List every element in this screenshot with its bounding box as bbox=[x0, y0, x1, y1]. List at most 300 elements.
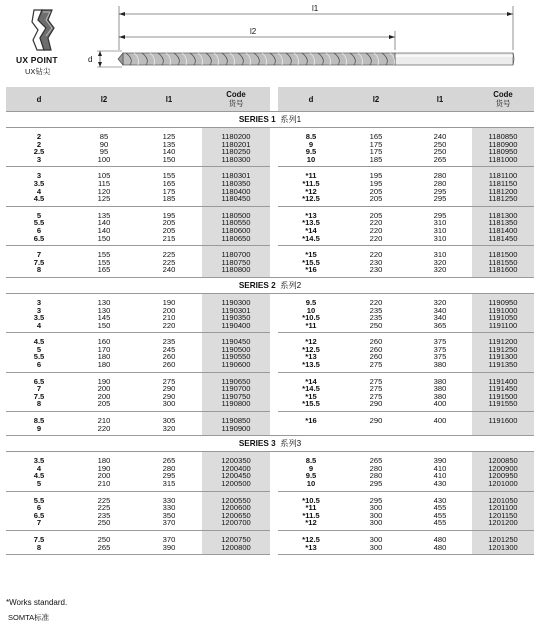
cell-l1: 265 bbox=[162, 456, 176, 466]
cell-l1: 240 bbox=[162, 265, 176, 275]
cell-l2: 105 bbox=[97, 171, 111, 181]
cell-code: 1181600 bbox=[472, 266, 534, 274]
cell-code: 1180650 bbox=[202, 235, 270, 243]
cell-code: 1200350 bbox=[202, 457, 270, 465]
table-row bbox=[6, 156, 534, 164]
cell-d: 9.5 bbox=[305, 297, 317, 307]
cell-l1: 295 bbox=[162, 471, 176, 481]
cell-l2: 190 bbox=[97, 376, 111, 386]
cell-code: 1190400 bbox=[202, 322, 270, 330]
cell-l2: 175 bbox=[369, 139, 383, 149]
cell-code: 1180250 bbox=[202, 148, 270, 156]
cell-l2: 120 bbox=[97, 186, 111, 196]
cell-l2: 130 bbox=[97, 305, 111, 315]
cell-l2: 165 bbox=[97, 265, 111, 275]
cell-d: 7.5 bbox=[33, 534, 45, 544]
cell-d: 4 bbox=[36, 186, 42, 196]
cell-d: 10 bbox=[306, 305, 316, 315]
cell-d: *16 bbox=[305, 416, 317, 426]
cell-d: 5.5 bbox=[33, 495, 45, 505]
cell-l2: 230 bbox=[369, 265, 383, 275]
cell-d: 3.5 bbox=[33, 456, 45, 466]
table-row bbox=[6, 512, 534, 520]
cell-code: 1200650 bbox=[202, 512, 270, 520]
cell-l1: 340 bbox=[433, 305, 447, 315]
cell-l1: 215 bbox=[162, 233, 176, 243]
cell-l1: 195 bbox=[162, 210, 176, 220]
cell-l1: 205 bbox=[162, 225, 176, 235]
cell-d: 6.5 bbox=[33, 510, 45, 520]
series-title bbox=[6, 112, 534, 128]
cell-l1: 375 bbox=[433, 337, 447, 347]
cell-code: 1181550 bbox=[472, 259, 534, 267]
cell-d: 6.5 bbox=[33, 376, 45, 386]
cell-code: 1190650 bbox=[202, 378, 270, 386]
cell-l2: 300 bbox=[369, 503, 383, 513]
cell-code: 1200450 bbox=[202, 472, 270, 480]
cell-code: 1180450 bbox=[202, 195, 270, 203]
table-row bbox=[6, 472, 534, 480]
cell-code: 1191350 bbox=[472, 361, 534, 369]
table-row bbox=[6, 259, 534, 267]
cell-l2: 200 bbox=[97, 391, 111, 401]
table-row bbox=[6, 385, 534, 393]
series-label: SERIES 1 bbox=[238, 114, 276, 124]
cell-code: 1200600 bbox=[202, 504, 270, 512]
cell-l1: 250 bbox=[433, 139, 447, 149]
cell-d: *14.5 bbox=[302, 233, 320, 243]
cell-l1: 280 bbox=[433, 171, 447, 181]
cell-d: *13 bbox=[305, 210, 317, 220]
cell-l1: 240 bbox=[433, 132, 447, 141]
cell-l1: 150 bbox=[162, 154, 176, 164]
cell-l1: 220 bbox=[162, 320, 176, 330]
cell-l2: 210 bbox=[97, 479, 111, 488]
col-header-l1: l1 bbox=[136, 87, 202, 112]
cell-l1: 380 bbox=[433, 376, 447, 386]
cell-d: 2 bbox=[36, 139, 42, 149]
series-label-cn: 系列1 bbox=[280, 114, 302, 124]
cell-l1: 275 bbox=[162, 376, 176, 386]
cell-code: 1190301 bbox=[202, 307, 270, 315]
cell-l2: 220 bbox=[97, 423, 111, 433]
cell-d: 8.5 bbox=[305, 456, 317, 466]
cell-l2: 130 bbox=[97, 297, 111, 307]
cell-code: 1191100 bbox=[472, 322, 534, 330]
cell-l2: 265 bbox=[369, 456, 383, 466]
cell-d: *12.5 bbox=[302, 194, 320, 204]
cell-code: 1181200 bbox=[472, 188, 534, 196]
table-row bbox=[6, 480, 534, 488]
cell-l2: 185 bbox=[369, 154, 383, 164]
cell-l1: 235 bbox=[162, 337, 176, 347]
table-row bbox=[6, 519, 534, 527]
cell-l1: 155 bbox=[162, 171, 176, 181]
cell-l1: 410 bbox=[433, 471, 447, 481]
cell-code: 1191550 bbox=[472, 400, 534, 408]
table-row bbox=[6, 544, 534, 552]
table-body bbox=[6, 87, 534, 555]
table-row bbox=[6, 465, 534, 473]
cell-l2: 160 bbox=[97, 337, 111, 347]
cell-l1: 290 bbox=[162, 391, 176, 401]
cell-l2: 140 bbox=[97, 218, 111, 228]
cell-d: *14 bbox=[305, 376, 317, 386]
cell-l2: 300 bbox=[369, 542, 383, 552]
cell-code: 1181000 bbox=[472, 156, 534, 164]
cell-d: 4.5 bbox=[33, 337, 45, 347]
cell-l2: 275 bbox=[369, 360, 383, 370]
cell-l2: 155 bbox=[97, 250, 111, 260]
cell-d: 10 bbox=[306, 154, 316, 164]
cell-d: 9 bbox=[308, 463, 314, 473]
cell-l1: 430 bbox=[433, 495, 447, 505]
cell-l2: 195 bbox=[369, 171, 383, 181]
cell-code: 1200850 bbox=[472, 457, 534, 465]
cell-code: 1191200 bbox=[472, 338, 534, 346]
cell-code: 1181350 bbox=[472, 219, 534, 227]
cell-code: 1181300 bbox=[472, 212, 534, 220]
cell-code: 1190900 bbox=[202, 425, 270, 433]
cell-l1: 430 bbox=[433, 479, 447, 488]
cell-d: 5.5 bbox=[33, 352, 45, 362]
cell-code: 1201300 bbox=[472, 544, 534, 552]
cell-l2: 150 bbox=[97, 233, 111, 243]
cell-l2: 95 bbox=[99, 147, 109, 157]
cell-d: *16 bbox=[305, 265, 317, 275]
cell-code bbox=[472, 425, 534, 433]
cell-l1: 315 bbox=[162, 479, 176, 488]
cell-l2: 210 bbox=[97, 416, 111, 426]
cell-d: *15.5 bbox=[302, 399, 320, 409]
series-label: SERIES 3 bbox=[238, 438, 276, 448]
logo-title: UX POINT bbox=[16, 55, 58, 65]
header-area bbox=[0, 0, 540, 90]
cell-l2: 205 bbox=[369, 186, 383, 196]
cell-l1: 175 bbox=[162, 186, 176, 196]
footnote: *Works standard. bbox=[6, 598, 68, 607]
cell-l1: 480 bbox=[433, 542, 447, 552]
cell-code: 1200900 bbox=[472, 465, 534, 473]
cell-l1: 375 bbox=[433, 344, 447, 354]
cell-l1: 135 bbox=[162, 139, 176, 149]
series-title bbox=[6, 436, 534, 452]
cell-d: 2.5 bbox=[33, 147, 45, 157]
table-row bbox=[6, 227, 534, 235]
cell-l1: 400 bbox=[433, 416, 447, 426]
drill-drawing bbox=[0, 0, 540, 90]
cell-l2: 275 bbox=[369, 384, 383, 394]
cell-code: 1200950 bbox=[472, 472, 534, 480]
cell-l2: 200 bbox=[97, 471, 111, 481]
cell-l2: 225 bbox=[97, 503, 111, 513]
cell-l1: 455 bbox=[433, 503, 447, 513]
cell-d: *13.5 bbox=[302, 360, 320, 370]
cell-d: 8.5 bbox=[305, 132, 317, 141]
cell-code: 1190750 bbox=[202, 393, 270, 401]
cell-d: *15 bbox=[305, 391, 317, 401]
cell-l1: 225 bbox=[162, 250, 176, 260]
cell-l2: 180 bbox=[97, 352, 111, 362]
cell-d bbox=[278, 425, 344, 433]
cell-l2: 300 bbox=[369, 534, 383, 544]
cell-d: 7 bbox=[36, 250, 42, 260]
cell-d: *13.5 bbox=[302, 218, 320, 228]
col-header-l2-right: l2 bbox=[344, 87, 408, 112]
col-header-l1-right: l1 bbox=[408, 87, 472, 112]
cell-code: 1190550 bbox=[202, 353, 270, 361]
table-row bbox=[6, 497, 534, 505]
cell-code: 1190950 bbox=[472, 299, 534, 307]
cell-code: 1201150 bbox=[472, 512, 534, 520]
cell-l1: 320 bbox=[433, 257, 447, 267]
cell-l2: 90 bbox=[99, 139, 109, 149]
cell-d: 3.5 bbox=[33, 313, 45, 323]
cell-code: 1200500 bbox=[202, 480, 270, 488]
cell-d: *15.5 bbox=[302, 257, 320, 267]
cell-l1: 400 bbox=[433, 399, 447, 409]
cell-l2: 295 bbox=[369, 479, 383, 488]
cell-code: 1190700 bbox=[202, 385, 270, 393]
cell-l1: 310 bbox=[433, 218, 447, 228]
cell-d: *14 bbox=[305, 225, 317, 235]
cell-l1: 210 bbox=[162, 313, 176, 323]
cell-code: 1200750 bbox=[202, 536, 270, 544]
cell-d: 3.5 bbox=[33, 178, 45, 188]
series-title bbox=[6, 277, 534, 293]
cell-d: *14.5 bbox=[302, 384, 320, 394]
cell-l1: 305 bbox=[162, 416, 176, 426]
cell-l2: 290 bbox=[369, 416, 383, 426]
table-row bbox=[6, 188, 534, 196]
cell-d: 7.5 bbox=[33, 391, 45, 401]
table-row bbox=[6, 235, 534, 243]
cell-code: 1191300 bbox=[472, 353, 534, 361]
cell-code: 1200550 bbox=[202, 497, 270, 505]
cell-code: 1191450 bbox=[472, 385, 534, 393]
cell-l1: 380 bbox=[433, 360, 447, 370]
cell-l1: 375 bbox=[433, 352, 447, 362]
cell-code: 1190850 bbox=[202, 417, 270, 425]
cell-d: 8 bbox=[36, 542, 42, 552]
cell-code: 1180400 bbox=[202, 188, 270, 196]
cell-l2: 190 bbox=[97, 463, 111, 473]
table-row bbox=[6, 346, 534, 354]
cell-l1: 410 bbox=[433, 463, 447, 473]
cell-code: 1181450 bbox=[472, 235, 534, 243]
cell-code: 1180900 bbox=[472, 141, 534, 149]
cell-d: *12.5 bbox=[302, 344, 320, 354]
cell-l1: 320 bbox=[433, 297, 447, 307]
cell-l2: 200 bbox=[97, 384, 111, 394]
cell-l1: 165 bbox=[162, 178, 176, 188]
table-row bbox=[6, 133, 534, 141]
cell-d: 2 bbox=[36, 132, 42, 141]
cell-l2: 290 bbox=[369, 399, 383, 409]
cell-d: 3 bbox=[36, 154, 42, 164]
cell-d: 5 bbox=[36, 210, 42, 220]
cell-d: *11.5 bbox=[302, 178, 320, 188]
col-header-d-right: d bbox=[278, 87, 344, 112]
cell-code: 1201250 bbox=[472, 536, 534, 544]
cell-l1: 295 bbox=[433, 194, 447, 204]
code-header-sub: 货号 bbox=[228, 99, 244, 108]
cell-l2: 165 bbox=[369, 132, 383, 141]
cell-d: *13 bbox=[305, 352, 317, 362]
cell-l2: 205 bbox=[97, 399, 111, 409]
cell-d: *10.5 bbox=[302, 495, 320, 505]
cell-l2: 235 bbox=[369, 313, 383, 323]
cell-d: 6 bbox=[36, 225, 42, 235]
cell-d: 8 bbox=[36, 265, 42, 275]
cell-code: 1190600 bbox=[202, 361, 270, 369]
table-row bbox=[6, 180, 534, 188]
cell-code: 1201000 bbox=[472, 480, 534, 488]
cell-d: *10.5 bbox=[302, 313, 320, 323]
cell-l1: 260 bbox=[162, 360, 176, 370]
logo-subtitle: UX钻尖 bbox=[25, 67, 51, 76]
cell-l2: 85 bbox=[99, 132, 109, 141]
cell-l2: 250 bbox=[369, 320, 383, 330]
cell-l2: 230 bbox=[369, 257, 383, 267]
cell-d: *11 bbox=[305, 171, 317, 181]
series-header-row bbox=[6, 277, 534, 293]
cell-l2: 260 bbox=[369, 337, 383, 347]
series-label-cn: 系列2 bbox=[280, 280, 302, 290]
table-row bbox=[6, 251, 534, 259]
table-row bbox=[6, 504, 534, 512]
cell-d: 3 bbox=[36, 297, 42, 307]
cell-l2: 260 bbox=[369, 344, 383, 354]
cell-l1: 380 bbox=[433, 391, 447, 401]
cell-l2: 260 bbox=[369, 352, 383, 362]
cell-code: 1200800 bbox=[202, 544, 270, 552]
cell-code: 1200400 bbox=[202, 465, 270, 473]
col-header-code bbox=[202, 87, 270, 112]
cell-l2: 150 bbox=[97, 320, 111, 330]
cell-l1: 320 bbox=[433, 265, 447, 275]
d-label: d bbox=[88, 55, 93, 64]
cell-l1: 310 bbox=[433, 225, 447, 235]
cell-l1: 300 bbox=[162, 399, 176, 409]
series-header-row bbox=[6, 436, 534, 452]
cell-code: 1180500 bbox=[202, 212, 270, 220]
cell-code: 1181500 bbox=[472, 251, 534, 259]
cell-l1: 290 bbox=[162, 384, 176, 394]
cell-d: 9 bbox=[308, 139, 314, 149]
cell-code: 1180301 bbox=[202, 172, 270, 180]
cell-code: 1200700 bbox=[202, 519, 270, 527]
table-row bbox=[6, 393, 534, 401]
cell-l1: 205 bbox=[162, 218, 176, 228]
cell-code: 1190300 bbox=[202, 299, 270, 307]
cell-d: 3 bbox=[36, 305, 42, 315]
table-row bbox=[6, 314, 534, 322]
cell-l2: 280 bbox=[369, 463, 383, 473]
cell-l2: 195 bbox=[369, 178, 383, 188]
cell-code: 1180550 bbox=[202, 219, 270, 227]
table-row bbox=[6, 425, 534, 433]
cell-d: 7.5 bbox=[33, 257, 45, 267]
cell-code: 1190800 bbox=[202, 400, 270, 408]
cell-l2: 140 bbox=[97, 225, 111, 235]
cell-l1: 390 bbox=[162, 542, 176, 552]
cell-d: *11.5 bbox=[302, 510, 320, 520]
cell-d: 8 bbox=[36, 399, 42, 409]
cell-d: 8.5 bbox=[33, 416, 45, 426]
cell-l1: 455 bbox=[433, 510, 447, 520]
cell-d: 5 bbox=[36, 479, 42, 488]
cell-l1: 340 bbox=[433, 313, 447, 323]
cell-code: 1181100 bbox=[472, 172, 534, 180]
cell-d: *13 bbox=[305, 542, 317, 552]
cell-l1: 380 bbox=[433, 384, 447, 394]
cell-d: 7 bbox=[36, 518, 42, 528]
cell-code: 1180350 bbox=[202, 180, 270, 188]
table-row bbox=[6, 353, 534, 361]
cell-d: *12 bbox=[305, 186, 317, 196]
table-row bbox=[6, 219, 534, 227]
cell-l1: 200 bbox=[162, 305, 176, 315]
cell-code: 1180700 bbox=[202, 251, 270, 259]
cell-l1: 225 bbox=[162, 257, 176, 267]
cell-l1: 185 bbox=[162, 194, 176, 204]
series-label-cn: 系列3 bbox=[280, 438, 302, 448]
cell-l2: 235 bbox=[97, 510, 111, 520]
table-row bbox=[6, 266, 534, 274]
table-row bbox=[6, 338, 534, 346]
cell-l2: 115 bbox=[97, 178, 111, 188]
cell-l1: 330 bbox=[162, 503, 176, 513]
table-row bbox=[6, 400, 534, 408]
cell-code: 1190450 bbox=[202, 338, 270, 346]
cell-l2: 280 bbox=[369, 471, 383, 481]
cell-l1 bbox=[408, 425, 472, 433]
cell-l1: 295 bbox=[433, 210, 447, 220]
col-header-code-right bbox=[472, 87, 534, 112]
cell-l1: 265 bbox=[433, 154, 447, 164]
cell-code: 1191400 bbox=[472, 378, 534, 386]
cell-code: 1181150 bbox=[472, 180, 534, 188]
cell-l2: 250 bbox=[97, 534, 111, 544]
footnote-cn: SOMTA标准 bbox=[8, 613, 50, 622]
cell-l2: 135 bbox=[97, 210, 111, 220]
cell-l2: 175 bbox=[369, 147, 383, 157]
cell-d: 3 bbox=[36, 171, 42, 181]
cell-code: 1191000 bbox=[472, 307, 534, 315]
cell-d: 4 bbox=[36, 320, 42, 330]
cell-d: *11 bbox=[305, 320, 317, 330]
cell-code: 1191250 bbox=[472, 346, 534, 354]
series-label: SERIES 2 bbox=[238, 280, 276, 290]
cell-l1: 455 bbox=[433, 518, 447, 528]
cell-code: 1180750 bbox=[202, 259, 270, 267]
cell-d: 4.5 bbox=[33, 194, 45, 204]
cell-l2: 145 bbox=[97, 313, 111, 323]
cell-l1: 310 bbox=[433, 250, 447, 260]
cell-l1: 250 bbox=[433, 147, 447, 157]
table-row bbox=[6, 361, 534, 369]
table-header-row bbox=[6, 87, 534, 112]
table-row bbox=[6, 307, 534, 315]
cell-l1: 140 bbox=[162, 147, 176, 157]
cell-l2: 295 bbox=[369, 495, 383, 505]
cell-l2: 300 bbox=[369, 518, 383, 528]
col-header-l2: l2 bbox=[72, 87, 136, 112]
cell-l1: 370 bbox=[162, 534, 176, 544]
cell-l1: 320 bbox=[162, 423, 176, 433]
l2-label: l2 bbox=[250, 27, 257, 36]
